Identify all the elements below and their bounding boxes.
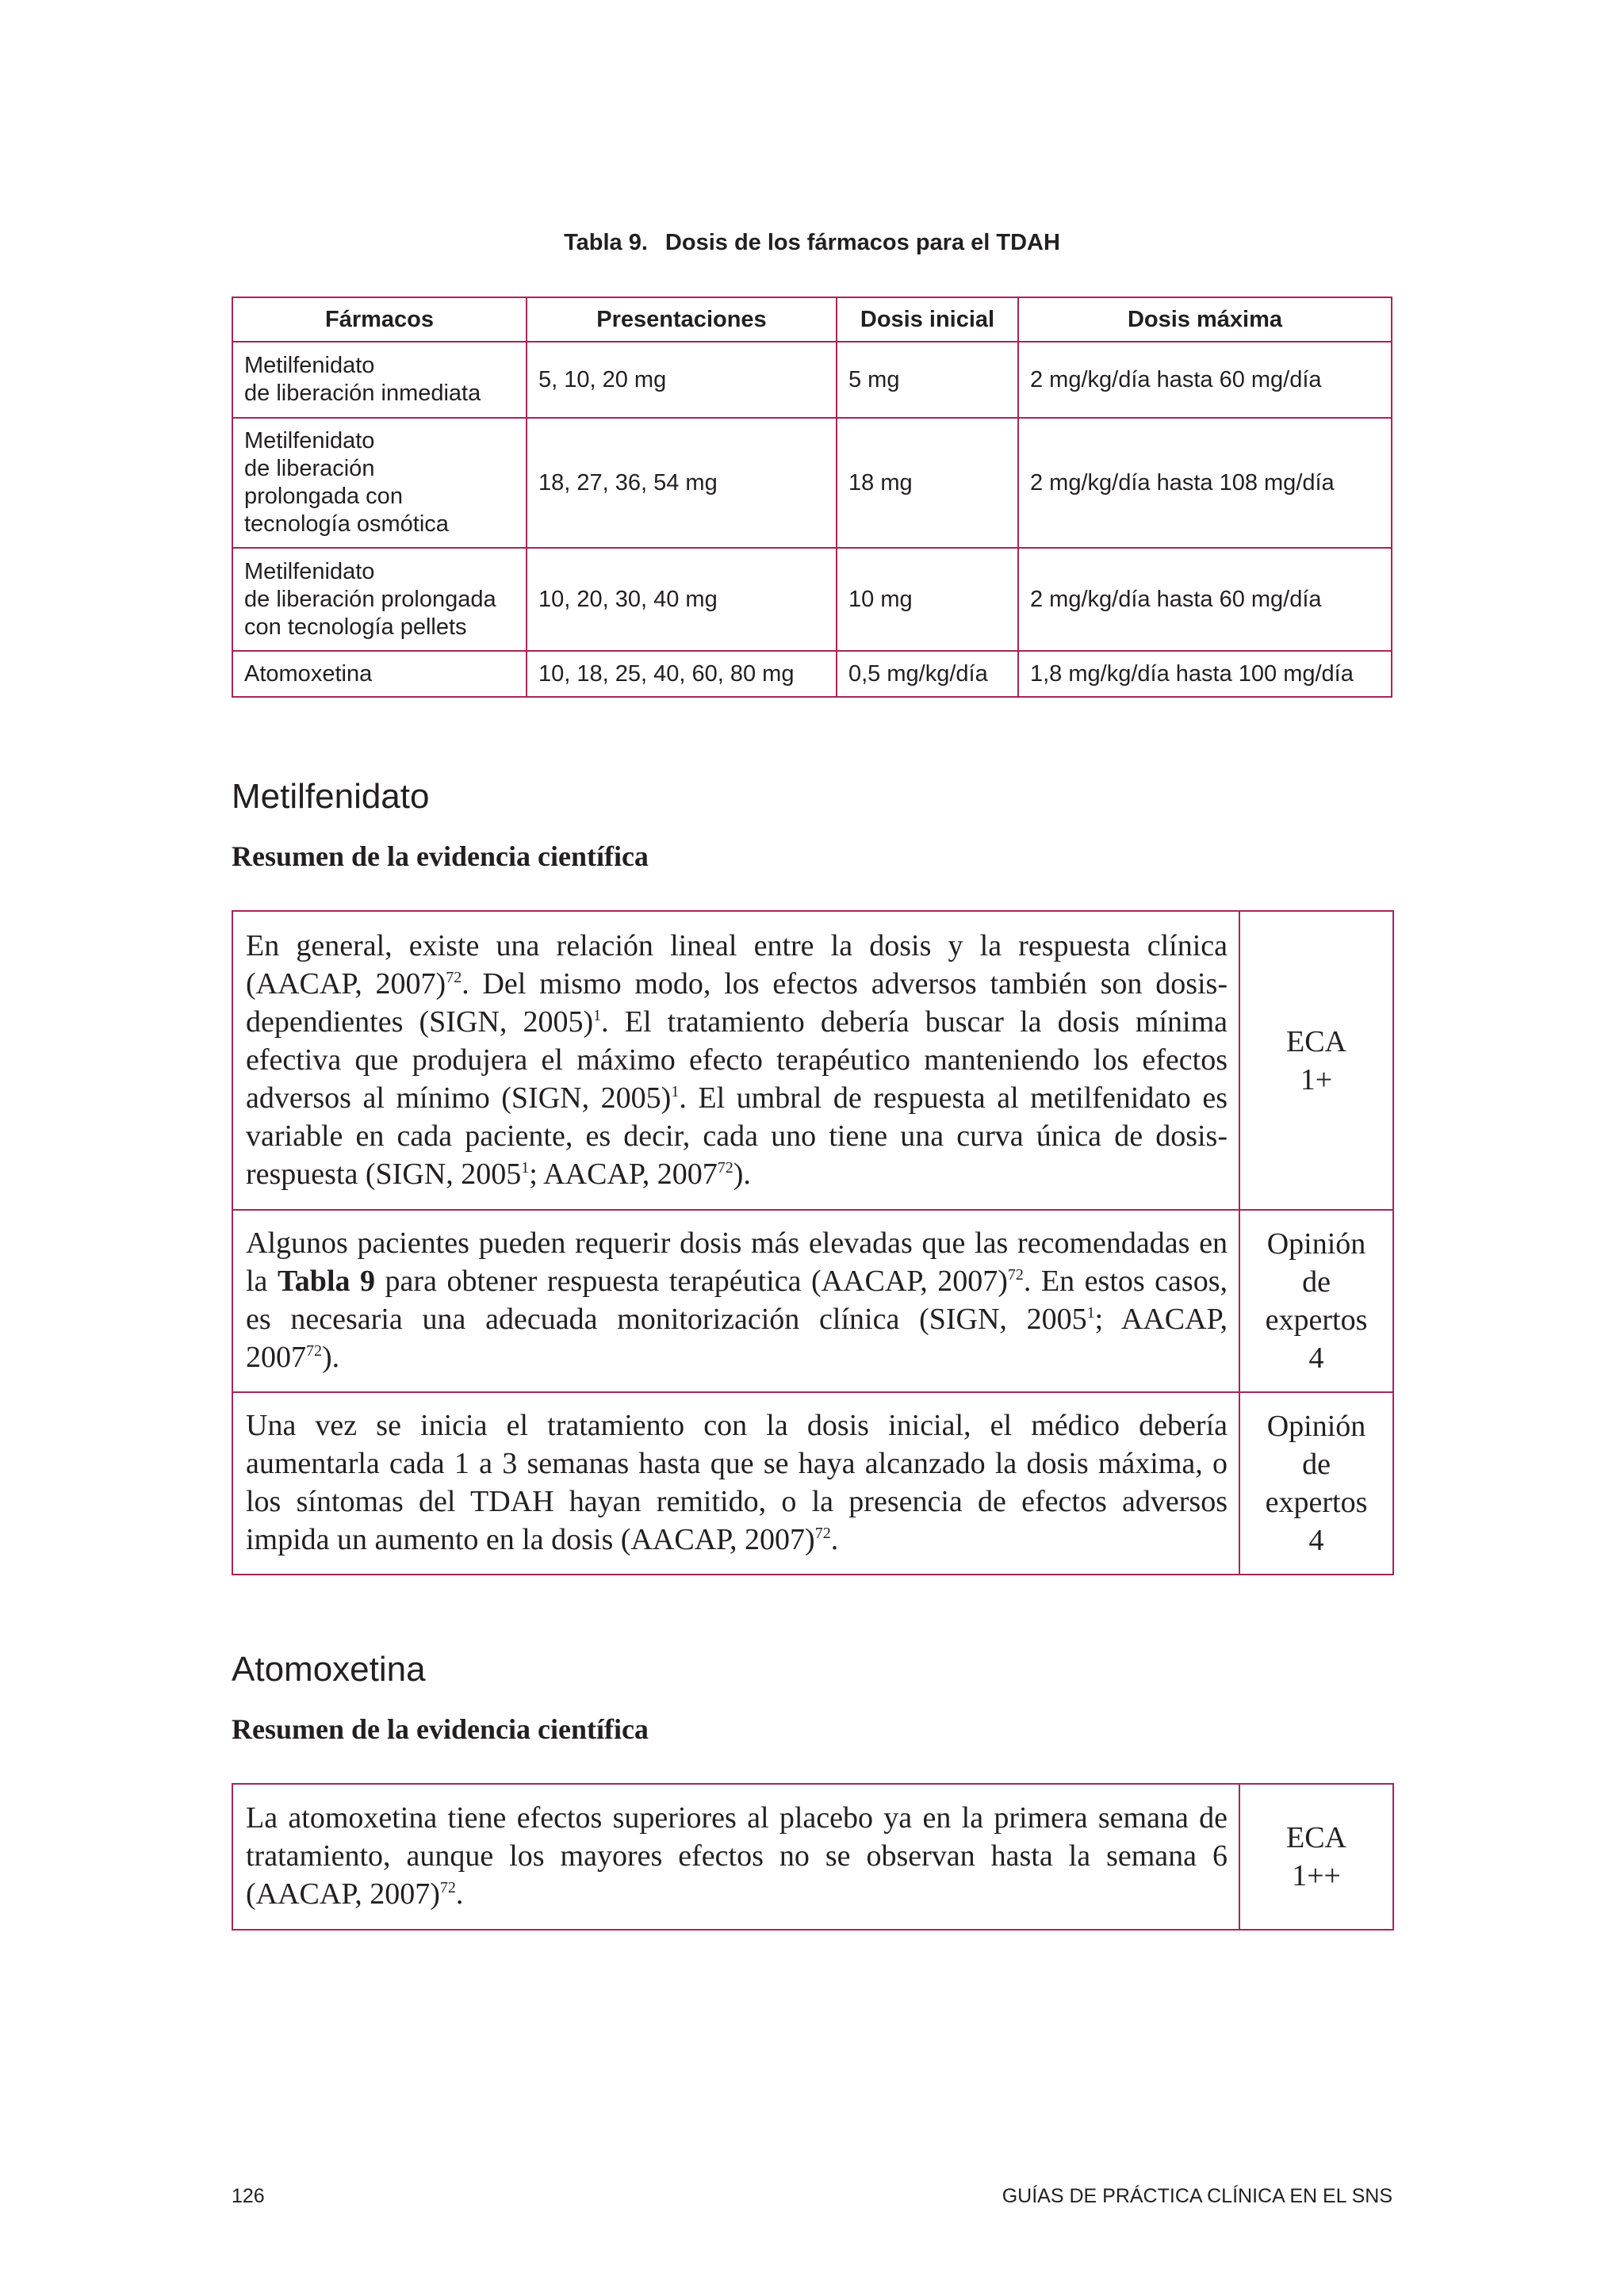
citation-superscript: 1 — [593, 1006, 602, 1024]
header-max-dose: Dosis máxima — [1018, 297, 1392, 342]
citation-superscript: 72 — [439, 1879, 456, 1896]
initial-dose-cell: 0,5 mg/kg/día — [837, 651, 1018, 697]
page-number: 126 — [232, 2185, 265, 2207]
evidence-level — [1239, 1392, 1393, 1575]
max-dose-cell: 2 mg/kg/día hasta 60 mg/día — [1018, 548, 1392, 651]
evidence-level — [1239, 1784, 1393, 1930]
evidence-row — [232, 1784, 1393, 1930]
initial-dose-cell: 5 mg — [837, 342, 1018, 418]
table-row — [232, 651, 1392, 697]
initial-dose-cell: 18 mg — [837, 418, 1018, 548]
drug-name-line: de liberación inmediata — [244, 381, 481, 406]
footer-series-title: GUÍAS DE PRÁCTICA CLÍNICA EN EL SNS — [1002, 2185, 1392, 2207]
evidence-table-atomoxetina — [232, 1783, 1394, 1931]
table9-title: Dosis de los fármacos para el TDAH — [665, 230, 1060, 255]
evidence-level — [1239, 1210, 1393, 1392]
header-drugs: Fármacos — [232, 297, 527, 342]
evidence-level-line: 1+ — [1300, 1062, 1333, 1096]
evidence-text: La atomoxetina tiene efectos superiores al placebo ya en la primera semana de tratamiento, aunque los mayores efectos no se observan hasta la semana 6 (AACAP, 2007)$^{72}$. — [232, 1784, 1239, 1930]
max-dose-cell: 1,8 mg/kg/día hasta 100 mg/día — [1018, 651, 1392, 697]
drug-name-line: Atomoxetina — [244, 660, 373, 687]
table9-caption — [0, 230, 1624, 256]
table-row — [232, 418, 1392, 548]
drug-name-line: Metilfenidato — [244, 428, 375, 453]
evidence-row — [232, 1210, 1393, 1392]
evidence-text: En general, existe una relación lineal entre la dosis y la respuesta clínica (AACAP, 2007)$^{72}$. Del mismo modo, los efectos adversos también son dosis-dependientes (SIGN, 2005)$^1$. El tratamiento debería buscar la dosis mínima efectiva que produjera el máximo efecto terapéutico manteniendo los efectos adversos al mínimo (SIGN, 2005)$^1$. El umbral de respuesta al metilfenidato es variable en cada paciente, es decir, cada uno tiene una curva única de dosis-respuesta (SIGN, 2005$^1$; AACAP, 2007$^{72}$). — [232, 911, 1239, 1210]
presentations-cell: 5, 10, 20 mg — [527, 342, 837, 418]
table-row — [232, 548, 1392, 651]
table-row — [232, 342, 1392, 418]
drug-name-cell — [232, 651, 527, 697]
evidence-text: Algunos pacientes pueden requerir dosis más elevadas que las recomendadas en la Tabla 9 para obtener respuesta terapéutica (AACAP, 2007)$^{72}$. En estos casos, es necesaria una adecuada monitorización clínica (SIGN, 2005$^1$; AACAP, 2007$^{72}$). — [232, 1210, 1239, 1392]
citation-superscript: 72 — [814, 1525, 831, 1542]
citation-superscript: 1 — [671, 1082, 680, 1100]
presentations-cell: 18, 27, 36, 54 mg — [527, 418, 837, 548]
citation-superscript: 72 — [306, 1342, 322, 1360]
dosage-table — [232, 297, 1392, 698]
evidence-level — [1239, 911, 1393, 1210]
max-dose-cell: 2 mg/kg/día hasta 60 mg/día — [1018, 342, 1392, 418]
header-presentations: Presentaciones — [527, 297, 837, 342]
initial-dose-cell: 10 mg — [837, 548, 1018, 651]
citation-superscript: 72 — [717, 1158, 733, 1177]
evidence-row — [232, 1392, 1393, 1575]
evidence-level-line: Opinión — [1266, 1227, 1366, 1261]
citation-superscript: 72 — [446, 968, 462, 986]
citation-superscript: 1 — [521, 1158, 530, 1177]
evidence-row — [232, 911, 1393, 1210]
evidence-level-line: de — [1302, 1265, 1331, 1299]
drug-name-cell — [232, 418, 527, 548]
presentations-cell: 10, 20, 30, 40 mg — [527, 548, 837, 651]
drug-name-line: Metilfenidato — [244, 353, 375, 378]
dosage-table-header — [232, 297, 1392, 342]
citation-superscript: 72 — [1007, 1266, 1024, 1284]
drug-name-cell — [232, 342, 527, 418]
subtitle-evidence-atomoxetina: Resumen de la evidencia científica — [232, 1713, 649, 1745]
section-title-metilfenidato: Metilfenidato — [232, 777, 430, 816]
drug-name-line: tecnología osmótica — [244, 511, 449, 537]
presentations-cell: 10, 18, 25, 40, 60, 80 mg — [527, 651, 837, 697]
drug-name-line: de liberación — [244, 456, 375, 481]
evidence-level-line: de — [1302, 1448, 1331, 1481]
section-title-atomoxetina: Atomoxetina — [232, 1650, 426, 1689]
evidence-level-line: Opinión — [1266, 1410, 1366, 1443]
evidence-table-metilfenidato — [232, 910, 1394, 1575]
table-reference: Tabla 9 — [277, 1265, 376, 1298]
drug-name-line: de liberación prolongada — [244, 586, 496, 612]
drug-name-line: prolongada con — [244, 484, 403, 509]
citation-superscript: 1 — [1086, 1304, 1095, 1322]
evidence-level-line: expertos — [1265, 1486, 1368, 1519]
evidence-level-line: ECA — [1286, 1024, 1346, 1058]
evidence-level-line: 4 — [1308, 1341, 1324, 1375]
header-initial-dose: Dosis inicial — [837, 297, 1018, 342]
table9-label: Tabla 9. — [564, 230, 648, 255]
drug-name-line: con tecnología pellets — [244, 614, 467, 640]
evidence-level-line: expertos — [1265, 1303, 1368, 1337]
drug-name-line: Metilfenidato — [244, 558, 375, 584]
evidence-level-line: ECA — [1286, 1821, 1346, 1854]
evidence-level-line: 4 — [1308, 1524, 1324, 1557]
drug-name-cell — [232, 548, 527, 651]
subtitle-evidence-metilfenidato: Resumen de la evidencia científica — [232, 840, 649, 872]
max-dose-cell: 2 mg/kg/día hasta 108 mg/día — [1018, 418, 1392, 548]
evidence-level-line: 1++ — [1292, 1859, 1341, 1892]
evidence-text: Una vez se inicia el tratamiento con la dosis inicial, el médico debería aumentarla cada 1 a 3 semanas hasta que se haya alcanzado la dosis máxima, o los síntomas del TDAH hayan remitido, o la presencia de efectos adversos impida un aumento en la dosis (AACAP, 2007)$^{72}$. — [232, 1392, 1239, 1575]
